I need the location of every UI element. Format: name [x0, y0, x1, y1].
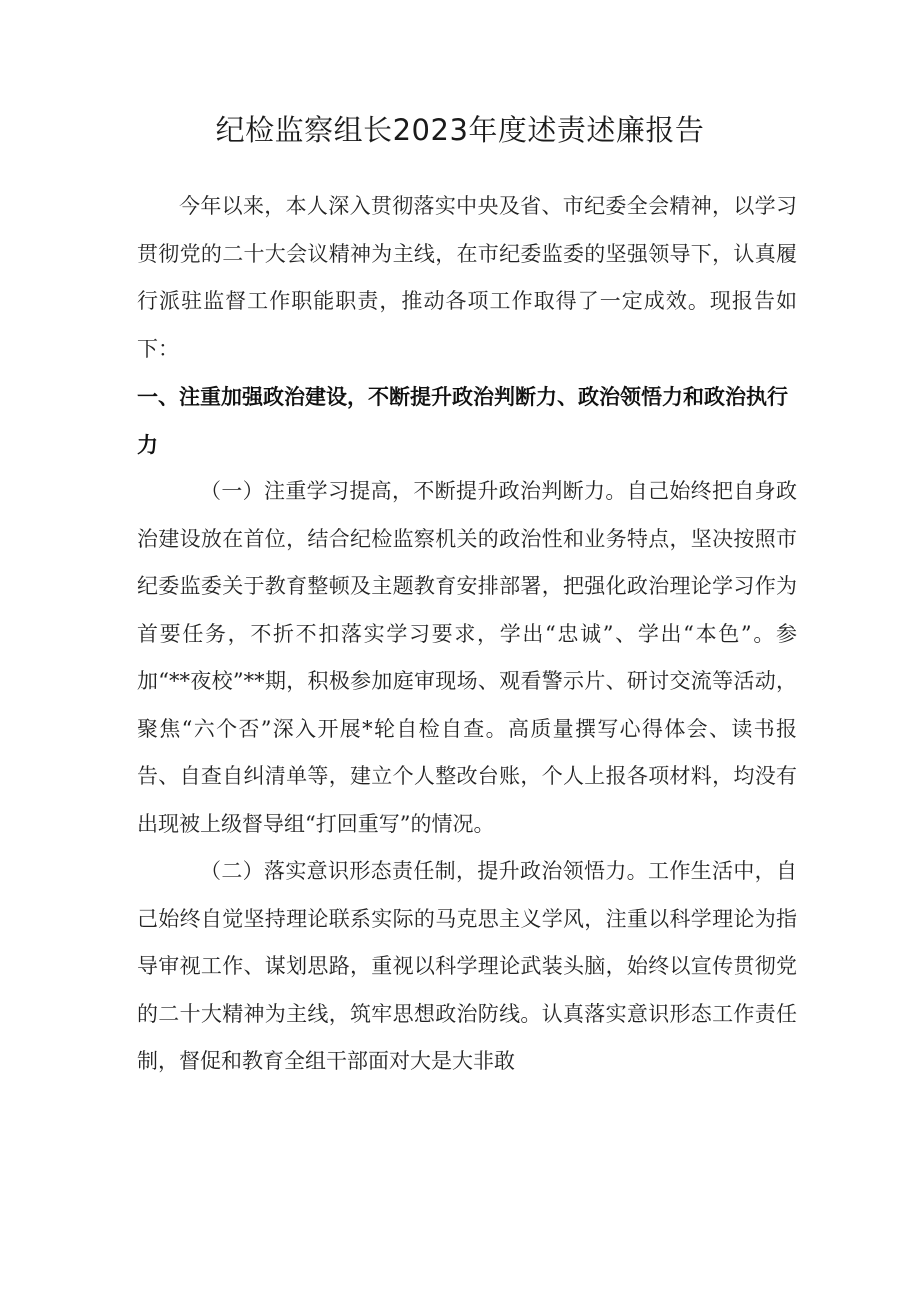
section-heading: 一、注重加强政治建设，不断提升政治判断力、政治领悟力和政治执行力 [137, 384, 788, 457]
intro-paragraph: 今年以来，本人深入贯彻落实中央及省、市纪委全会精神，以学习贯彻党的二十大会议精神为主线，在市纪委监委的坚强领导下，认真履行派驻监督工作职能职责，推动各项工作取得了一定成效。现报告如下： [137, 194, 797, 361]
subsection-paragraph-1: （一）注重学习提高，不断提升政治判断力。自己始终把自身政治建设放在首位，结合纪检监察机关的政治性和业务特点，坚决按照市纪委监委关于教育整顿及主题教育安排部署，把强化政治理论学习作为首要任务，不折不扣落实学习要求，学出“忠诚”、学出“本色”。参加“**夜校”**期，积极参加庭审现场、观看警示片、研讨交流等活动，聚焦“六个否”深入开展*轮自检自查。高质量撰写心得体会、读书报告、自查自纠清单等，建立个人整改台账，个人上报各项材料，均没有出现被上级督导组“打回重写”的情况。 [137, 479, 797, 836]
document-body [137, 183, 797, 1086]
subsection-paragraph-2: （二）落实意识形态责任制，提升政治领悟力。工作生活中，自己始终自觉坚持理论联系实际的马克思主义学风，注重以科学理论为指导审视工作、谋划思路，重视以科学理论武装头脑，始终以宣传贯彻党的二十大精神为主线，筑牢思想政治防线。认真落实意识形态工作责任制，督促和教育全组干部面对大是大非敢 [137, 859, 797, 1073]
document-title: 纪检监察组长2023年度述责述廉报告 [215, 113, 705, 147]
